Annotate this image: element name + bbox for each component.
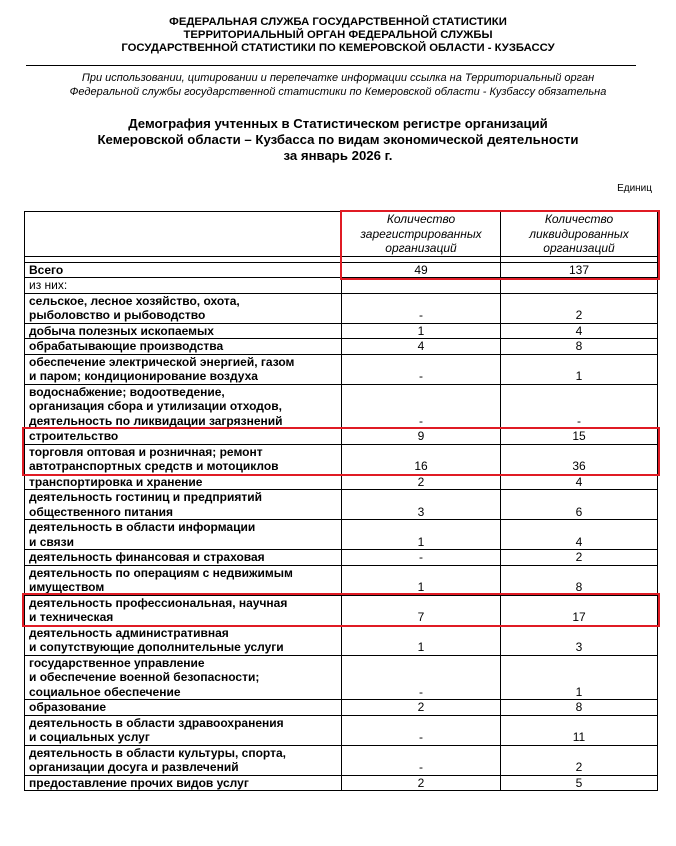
table-row [25,490,658,520]
registered-count: 7 [342,595,501,625]
table-row [25,444,658,474]
registered-count: - [342,293,501,323]
header-registered [342,212,501,257]
header-empty-cell [25,212,342,257]
activity-name-line: социальное обеспечение [29,684,181,699]
activity-name-line: добыча полезных ископаемых [29,323,214,338]
activity-name [25,323,342,339]
header-text: ликвидированных [529,226,629,241]
activity-name-line: рыболовство и рыбоводство [29,308,206,322]
liquidated-count: 6 [501,490,658,520]
registered-count: - [342,384,501,429]
activity-name [25,655,342,700]
activity-name-line: водоснабжение; водоотведение, [29,384,225,399]
liquidated-count: 4 [501,323,658,339]
activity-name-line: организации досуга и развлечений [29,760,239,774]
activity-name-line: транспортировка и хранение [29,474,203,489]
header-liquidated [501,212,658,257]
activity-name [25,444,342,474]
table-row [25,625,658,655]
activity-name [25,625,342,655]
table-row [25,323,658,339]
liquidated-count: 1 [501,655,658,700]
activity-name-line: и техническая [29,610,114,624]
liquidated-count: 8 [501,565,658,595]
table-header-row [25,212,658,257]
total-row [25,262,658,278]
title-line: Кемеровской области – Кузбасса по видам экономической деятельности [97,132,579,147]
activity-name-line: и паром; кондиционирование воздуха [29,369,258,383]
activity-name [25,775,342,791]
activity-name-line: деятельность по операциям с недвижимым [29,565,293,580]
notice-line: При использовании, цитировании и перепечатке информации ссылка на Территориальный орган [81,72,595,84]
liquidated-count: 3 [501,625,658,655]
table-row [25,565,658,595]
notice-line: Федеральной службы государственной статистики по Кемеровской области - Кузбассу обязательна [69,86,607,98]
liquidated-count: 5 [501,775,658,791]
registered-count: 1 [342,520,501,550]
activity-name-line: и связи [29,534,74,549]
org-header-line: ГОСУДАРСТВЕННОЙ СТАТИСТИКИ ПО КЕМЕРОВСКОЙ ОБЛАСТИ - КУЗБАССУ [121,42,555,54]
activity-name-line: деятельность по ликвидации загрязнений [29,413,283,428]
liquidated-count: 2 [501,745,658,775]
title-line: Демография учтенных в Статистическом регистре организаций [128,116,548,131]
activity-name [25,293,342,323]
activity-name [25,520,342,550]
activity-name [25,565,342,595]
table-row [25,550,658,566]
activity-name-line: строительство [29,429,119,443]
registered-count: - [342,745,501,775]
activity-name-line: деятельность в области здравоохранения [29,715,284,730]
liquidated-count: 36 [501,444,658,474]
table-row [25,715,658,745]
registered-count: 1 [342,565,501,595]
total-label: Всего [25,262,342,278]
activity-name [25,354,342,384]
total-registered: 49 [342,262,501,278]
activity-name-line: общественного питания [29,504,173,519]
table-row [25,655,658,700]
header-text: Количество [386,212,456,226]
activity-name [25,715,342,745]
activity-name-line: сельское, лесное хозяйство, охота, [29,293,240,308]
org-header [0,16,676,55]
liquidated-count: - [501,384,658,429]
activity-name [25,474,342,490]
liquidated-count: 8 [501,700,658,716]
activity-name-line: обрабатывающие производства [29,339,224,353]
registered-count: 16 [342,444,501,474]
header-text: зарегистрированных [360,226,482,241]
registered-count: 4 [342,339,501,355]
registered-count: 1 [342,323,501,339]
table-row [25,520,658,550]
registered-count: 2 [342,474,501,490]
activity-name-line: организация сбора и утилизации отходов, [29,399,282,413]
header-divider [26,65,636,66]
activity-name-line: автотранспортных средств и мотоциклов [29,459,279,473]
document-title [0,116,676,164]
liquidated-count: 4 [501,474,658,490]
demography-table [24,211,658,791]
registered-count: - [342,354,501,384]
activity-name [25,595,342,625]
activity-name-line: имуществом [29,580,105,594]
liquidated-count: 17 [501,595,658,625]
liquidated-count: 11 [501,715,658,745]
table-row [25,474,658,490]
activity-name-line: государственное управление [29,655,205,670]
activity-name-line: образование [29,700,107,714]
liquidated-count: 15 [501,429,658,445]
table-row [25,339,658,355]
activity-name-line: деятельность профессиональная, научная [29,595,288,610]
liquidated-count: 4 [501,520,658,550]
header-text: организаций [543,241,615,255]
activity-name [25,490,342,520]
activity-name [25,550,342,566]
activity-name [25,429,342,445]
activity-name-line: и сопутствующие дополнительные услуги [29,640,284,654]
registered-count: 2 [342,700,501,716]
table-row [25,429,658,445]
activity-name [25,700,342,716]
empty-cell [501,278,658,294]
table-row [25,745,658,775]
header-text: организаций [385,241,457,255]
registered-count: - [342,655,501,700]
registered-count: 9 [342,429,501,445]
registered-count: 1 [342,625,501,655]
subheader-label: из них: [25,278,342,294]
org-header-line: ФЕДЕРАЛЬНАЯ СЛУЖБА ГОСУДАРСТВЕННОЙ СТАТИСТИКИ [169,16,507,28]
activity-name-line: деятельность в области культуры, спорта, [29,745,286,760]
activity-name-line: деятельность финансовая и страховая [29,550,265,564]
activity-name [25,745,342,775]
activity-name [25,384,342,429]
activity-name-line: и обеспечение военной безопасности; [29,670,260,684]
activity-name-line: деятельность административная [29,625,229,640]
empty-cell [342,278,501,294]
citation-notice [0,71,676,99]
registered-count: 2 [342,775,501,791]
liquidated-count: 2 [501,293,658,323]
title-line: за январь 2026 г. [283,148,393,163]
activity-name-line: торговля оптовая и розничная; ремонт [29,444,263,459]
total-liquidated: 137 [501,262,658,278]
header-text: Количество [544,212,614,226]
registered-count: - [342,715,501,745]
activity-name-line: обеспечение электрической энергией, газом [29,354,295,369]
activity-name-line: деятельность в области информации [29,520,256,534]
liquidated-count: 8 [501,339,658,355]
table-row [25,775,658,791]
table-row [25,700,658,716]
liquidated-count: 2 [501,550,658,566]
activity-name [25,339,342,355]
table-row [25,595,658,625]
registered-count: 3 [342,490,501,520]
liquidated-count: 1 [501,354,658,384]
table-row [25,293,658,323]
activity-name-line: и социальных услуг [29,730,150,744]
activity-name-line: деятельность гостиниц и предприятий [29,490,262,504]
activity-name-line: предоставление прочих видов услуг [29,775,249,790]
units-label: Единиц [617,183,652,194]
table-row [25,384,658,429]
org-header-line: ТЕРРИТОРИАЛЬНЫЙ ОРГАН ФЕДЕРАЛЬНОЙ СЛУЖБЫ [183,29,493,41]
subheader-row [25,278,658,294]
table-row [25,354,658,384]
registered-count: - [342,550,501,566]
